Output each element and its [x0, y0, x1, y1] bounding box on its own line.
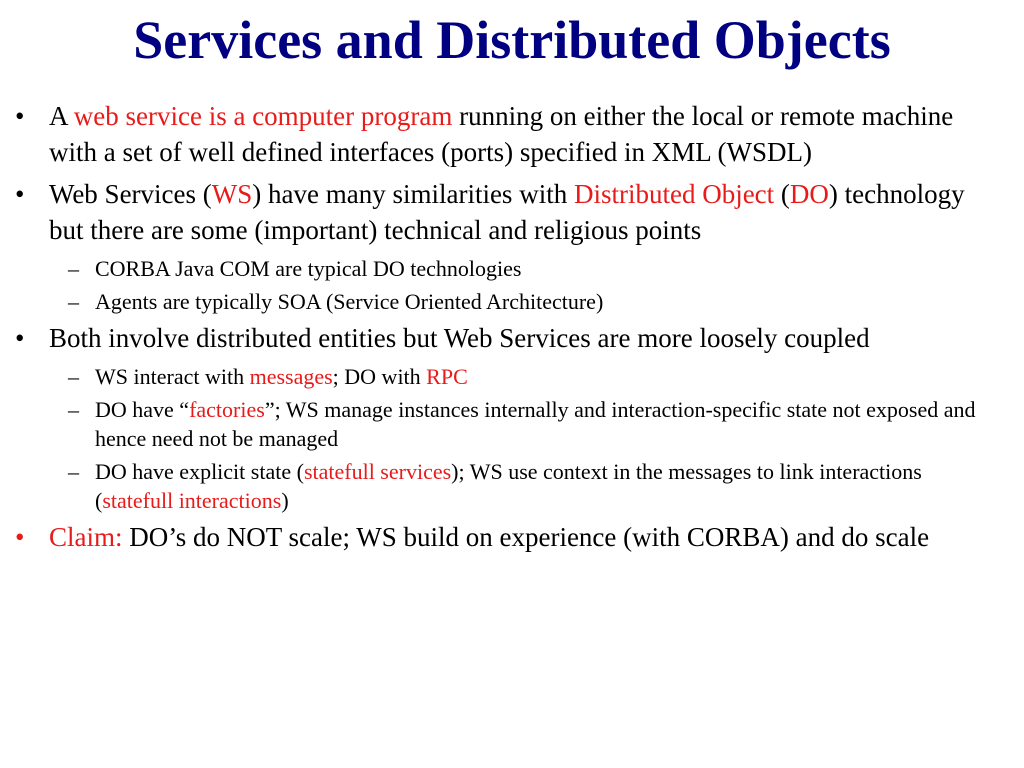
highlight-text: messages: [249, 364, 333, 389]
sub-bullet-marker: –: [68, 364, 79, 389]
bullet-loosely-coupled: [0, 320, 1024, 356]
bullet-text: (: [774, 179, 790, 209]
sub-bullet-do-technologies: [0, 254, 1024, 283]
slide-title: Services and Distributed Objects: [133, 10, 891, 70]
bullet-text: running on either the local or remote machine with a set of well defined interfaces (ports) specified in XML (WSDL): [49, 101, 954, 167]
sub-bullet-explicit-state: [0, 457, 1024, 515]
highlight-text: statefull services: [303, 459, 452, 484]
highlight-text: Claim:: [49, 522, 123, 552]
highlight-text: statefull interactions: [102, 488, 282, 513]
sub-bullet-factories: [0, 395, 1024, 453]
highlight-text: RPC: [426, 364, 468, 389]
sub-bullet-marker: –: [68, 256, 79, 281]
highlight-text: DO: [789, 179, 829, 209]
highlight-text: WS: [211, 179, 253, 209]
bullet-text: DO’s do NOT scale; WS build on experience (with CORBA) and do scale: [122, 522, 930, 552]
sub-bullet-text: Agents are typically SOA (Service Oriented Architecture): [95, 289, 604, 314]
highlight-text: web service is a computer program: [73, 101, 453, 131]
sub-bullet-marker: –: [68, 289, 79, 314]
bullet-claim: [0, 519, 1024, 555]
bullet-marker: •: [15, 522, 25, 552]
highlight-text: factories: [189, 397, 265, 422]
highlight-text: Distributed Object: [573, 179, 775, 209]
bullet-marker: •: [15, 323, 25, 353]
bullet-text: Both involve distributed entities but Web Services are more loosely coupled: [49, 323, 870, 353]
sub-bullet-agents-soa: [0, 287, 1024, 316]
bullet-text: Web Services (: [49, 179, 212, 209]
sub-bullet-text: ); WS use context in the messages to link interactions (: [95, 459, 922, 513]
sub-bullet-text: CORBA Java COM are typical DO technologies: [95, 256, 522, 281]
bullet-marker: •: [15, 179, 25, 209]
bullet-marker: •: [15, 101, 25, 131]
bullet-web-service-definition: [0, 98, 1024, 170]
bullet-list: [0, 98, 1024, 561]
sub-bullet-text: ): [281, 488, 289, 513]
bullet-ws-vs-do: [0, 176, 1024, 248]
bullet-text: ) technology but there are some (important) technical and religious points: [49, 179, 965, 245]
sub-bullet-text: WS interact with: [95, 364, 250, 389]
sub-bullet-text: ”; WS manage instances internally and interaction-specific state not exposed and hence need not be managed: [95, 397, 976, 451]
sub-bullet-messages-rpc: [0, 362, 1024, 391]
sub-bullet-text: DO have “: [95, 397, 190, 422]
sub-bullet-text: ; DO with: [332, 364, 427, 389]
sub-bullet-marker: –: [68, 397, 79, 422]
sub-bullet-text: DO have explicit state (: [95, 459, 304, 484]
bullet-text: A: [49, 101, 74, 131]
bullet-text: ) have many similarities with: [252, 179, 574, 209]
sub-bullet-marker: –: [68, 459, 79, 484]
